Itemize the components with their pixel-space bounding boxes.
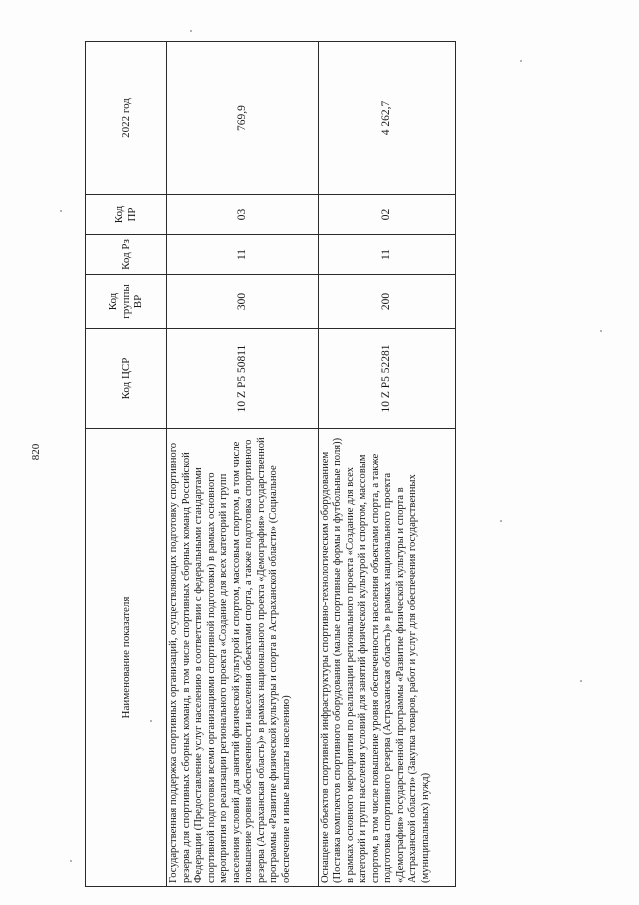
header-rz: Код Рз <box>86 235 167 275</box>
header-pr: Код ПР <box>86 195 167 235</box>
row-rz: 11 <box>318 235 455 275</box>
row-csr: 10 Z P5 50811 <box>167 329 319 429</box>
header-csr: Код ЦСР <box>86 329 167 429</box>
row-name: Оснащение объектов спортивной инфраструктуры спортивно-технологическим оборудованием (Поставка комплектов спортивного оборудования (малые спортивные формы и футбольные поля)) в рамках основного мероприятия по реализации регионального проекта «Создание для всех категорий и групп населения условий для занятий физической культурой и спортом, массовым спортом, в том числе повышение уровня обеспеченности населения объектами спорта, а также подготовка спортивного резерва (Астраханская область)» в рамках национального проекта «Демография» государственной программы «Развитие физической культуры и спорта в Астраханской области» (Закупка товаров, работ и услуг для обеспечения государственных (муниципальных) нужд) <box>318 429 455 887</box>
row-pr: 03 <box>167 195 319 235</box>
page-number: 820 <box>30 443 42 461</box>
row-name: Государственная поддержка спортивных организаций, осуществляющих подготовку спортивного резерва для спортивных сборных команд, в том числе спортивных сборных команд Российской Федерации (Предоставление услуг населению в соответствии с федеральными стандартами спортивной подготовки всеми организациями спортивной подготовки) в рамках основного мероприятия по реализации регионального проекта «Создание для всех категорий и групп населения условий для занятий физической культурой и спортом, массовым спортом, в том числе повышение уровня обеспеченности населения объектами спорта, а также подготовка спортивного резерва (Астраханская область)» в рамках национального проекта «Демография» государственной программы «Развитие физической культуры и спорта в Астраханской области» (Социальное обеспечение и иные выплаты населению) <box>167 429 319 887</box>
table-row <box>167 42 319 887</box>
scan-speck <box>70 860 72 862</box>
scan-speck <box>580 680 582 682</box>
scan-speck <box>190 30 192 32</box>
row-year: 4 262,7 <box>318 42 455 195</box>
header-vr: Код группы ВР <box>86 275 167 329</box>
scan-speck <box>60 210 62 212</box>
header-name: Наименование показателя <box>86 429 167 887</box>
row-year: 769,9 <box>167 42 319 195</box>
row-rz: 11 <box>167 235 319 275</box>
row-pr: 02 <box>318 195 455 235</box>
table-container <box>85 42 456 887</box>
table-row <box>318 42 455 887</box>
scan-speck <box>150 720 152 722</box>
row-vr: 200 <box>318 275 455 329</box>
scan-speck <box>600 330 602 332</box>
header-year: 2022 год <box>86 42 167 195</box>
row-vr: 300 <box>167 275 319 329</box>
scan-speck <box>520 60 522 62</box>
table-header-row <box>86 42 167 887</box>
budget-table <box>85 41 456 887</box>
rotated-table <box>85 42 456 887</box>
scan-speck <box>500 520 502 522</box>
row-csr: 10 Z P5 52281 <box>318 329 455 429</box>
